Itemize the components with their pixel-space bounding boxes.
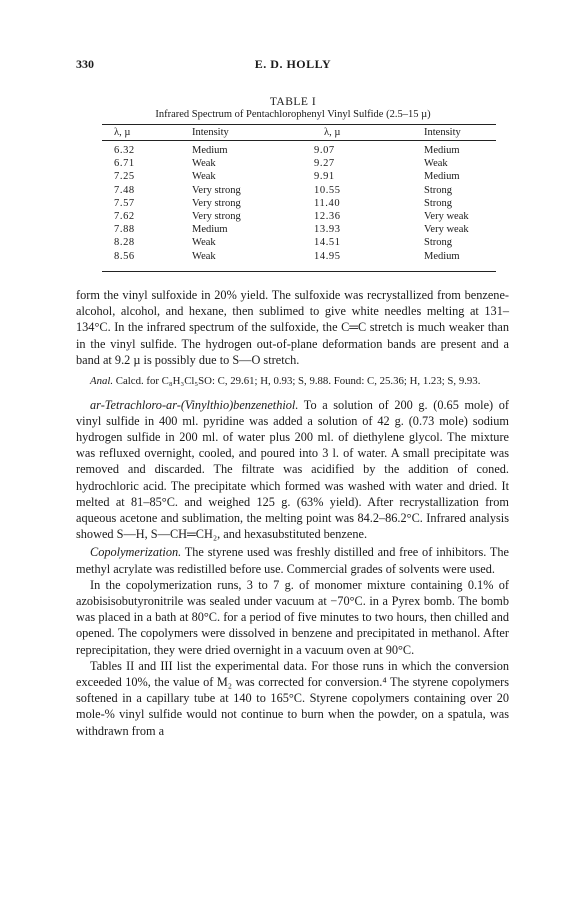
section-title-copolymerization: Copolymerization. <box>90 545 182 560</box>
table-cell: 6.32 <box>114 145 135 156</box>
paragraph-tables: Tables II and III list the experimental data. For those runs in which the conversion exceeded 10%, the value of M₂ was corrected for conversion.⁴ The styrene copolymers softened in a capillary tube at 140 to 165°C. Styrene copolymers containing over 20 mole-% vinyl sulfide would not continue to burn when the powder, on a spatula, was withdrawn from a <box>76 658 509 738</box>
table-cell: 8.56 <box>114 250 135 262</box>
table-cell: 10.55 <box>314 184 341 196</box>
table-row <box>102 157 496 170</box>
table-bottom-rule <box>102 271 496 272</box>
table-header-rule <box>102 140 496 141</box>
table-row <box>102 210 496 223</box>
table-cell: 7.88 <box>114 224 135 236</box>
table-body <box>102 144 496 263</box>
analysis-label: Anal. <box>90 375 114 388</box>
table-cell: 7.62 <box>114 210 135 222</box>
table-row <box>102 197 496 210</box>
table-cell: Weak <box>192 250 216 262</box>
table-cell: 14.95 <box>314 250 341 262</box>
table-header-cell: Intensity <box>192 127 229 138</box>
table-cell: Very weak <box>424 210 469 222</box>
table-cell: Weak <box>192 158 216 170</box>
table-header-cell: Intensity <box>424 127 461 138</box>
table-cell: 9.91 <box>314 171 335 183</box>
table-cell: 11.40 <box>314 197 341 209</box>
table-cell: 9.27 <box>314 158 335 170</box>
running-head-author: E. D. HOLLY <box>254 57 332 71</box>
table-row <box>102 223 496 236</box>
table-cell: 13.93 <box>314 224 341 236</box>
analysis-text: Calcd. for C₈H₃Cl₅SO: C, 29.61; H, 0.93; S, 9.88. Found: C, 25.36; H, 1.23; S, 9.93. <box>113 375 481 388</box>
paragraph-copolymerization <box>76 544 509 576</box>
paragraph-benzenethiol-text: To a solution of 200 g. (0.65 mole) of vinyl sulfide in 400 ml. pyridine was added a solution of 42 g. (0.73 mole) sodium hydrogen sulfide in 200 ml. of water plus 200 ml. of diethylene glycol. The mixture was refluxed overnight, cooled, and poured into 3 l. of water. A small precipitate was removed and discarded. The filtrate was acidified by the addition of coned. hydrochloric acid. The precipitate which formed was washed with water and dried. It melted at 81–85°C. and weighed 125 g. (63% yield). After recrystallization from aqueous acetone and sublimation, the melting point was 84.2–86.2°C. Infrared analysis showed S—H, S—CH═CH₂, and hexasubstituted benzene. <box>76 397 509 542</box>
table-cell: 7.48 <box>114 184 135 196</box>
table-caption: Infrared Spectrum of Pentachlorophenyl Vinyl Sulfide (2.5–15 µ) <box>155 109 431 120</box>
table-cell: Strong <box>424 184 453 196</box>
table-cell: Strong <box>424 237 453 249</box>
table-header-row <box>102 127 496 139</box>
body-text <box>76 287 509 739</box>
table-row <box>102 170 496 183</box>
table-header-cell: λ, µ <box>324 127 341 138</box>
page-header <box>76 57 510 73</box>
table-cell: 9.07 <box>314 145 335 156</box>
table-cell: 7.25 <box>114 171 135 183</box>
section-title-benzenethiol: ar-Tetrachloro-ar-(Vinylthio)benzenethiol. <box>90 397 299 412</box>
table-cell: Weak <box>192 237 216 249</box>
paragraph-analysis <box>76 374 509 389</box>
table-cell: Very weak <box>424 224 469 236</box>
table-cell: Weak <box>424 158 448 170</box>
table-cell: Weak <box>192 171 216 183</box>
table-cell: 6.71 <box>114 158 135 170</box>
table-cell: Very strong <box>192 210 241 222</box>
table-cell: 8.28 <box>114 237 135 249</box>
table-row <box>102 144 496 157</box>
page-number: 330 <box>76 57 94 71</box>
table-row <box>102 236 496 249</box>
table-cell: Medium <box>192 224 228 236</box>
table-cell: Medium <box>192 145 228 156</box>
paragraph-copolymerization-text: The styrene used was freshly distilled and free of inhibitors. The methyl acrylate was redistilled before use. Commercial grades of solvents were used. <box>76 545 509 576</box>
table-cell: Medium <box>424 145 460 156</box>
paragraph-sulfoxide: form the vinyl sulfoxide in 20% yield. The sulfoxide was recrystallized from benzene-alcohol, alcohol, and hexane, then sublimed to give white needles melting at 131–134°C. In the infrared spectrum of the sulfoxide, the C═C stretch is much weaker than in the vinyl sulfide. The hydrogen out-of-plane deformation bands are present and a band at 9.2 µ is possibly due to S—O stretch. <box>76 288 509 367</box>
table-row <box>102 250 496 263</box>
table-cell: Very strong <box>192 197 241 209</box>
table-label: TABLE I <box>269 96 317 108</box>
table-cell: Medium <box>424 250 460 262</box>
table-header-cell: λ, µ <box>114 127 131 138</box>
table-cell: 12.36 <box>314 210 341 222</box>
table-top-rule <box>102 124 496 125</box>
paragraph-benzenethiol <box>76 397 509 543</box>
table-cell: 7.57 <box>114 197 135 209</box>
table-cell: Very strong <box>192 184 241 196</box>
table-cell: Strong <box>424 197 453 209</box>
table-cell: 14.51 <box>314 237 341 249</box>
table-cell: Medium <box>424 171 460 183</box>
table-row <box>102 184 496 197</box>
paragraph-runs: In the copolymerization runs, 3 to 7 g. of monomer mixture containing 0.1% of azobisisobutyronitrile was sealed under vacuum at −70°C. in a Pyrex bomb. The bomb was placed in a bath at 80°C. for a period of five minutes to two hours, then chilled and opened. The copolymers were dissolved in benzene and precipitated in methanol. After reprecipitation, they were dried overnight in a vacuum oven at 90°C. <box>76 577 509 657</box>
